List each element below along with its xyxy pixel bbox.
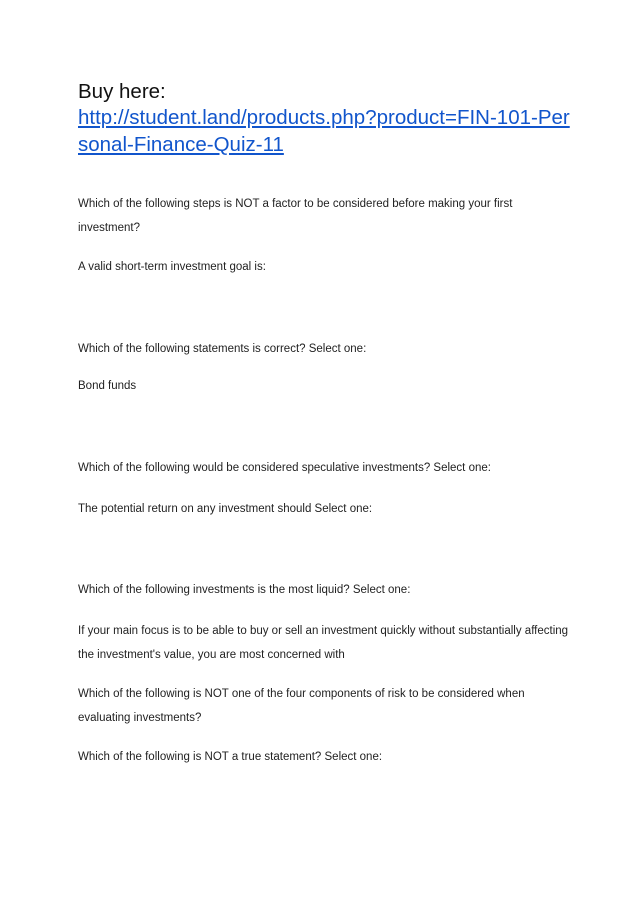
question-6: The potential return on any investment should Select one:	[78, 503, 373, 515]
question-8-line-2: the investment's value, you are most concerned with	[78, 649, 345, 661]
question-7: Which of the following investments is the most liquid? Select one:	[78, 584, 411, 596]
question-1-line-1: Which of the following steps is NOT a factor to be considered before making your first	[78, 198, 513, 210]
question-1-line-2: investment?	[78, 222, 141, 234]
question-4: Bond funds	[78, 380, 137, 392]
question-8-line-1: If your main focus is to be able to buy or sell an investment quickly without substantially affecting	[78, 625, 569, 637]
question-10: Which of the following is NOT a true statement? Select one:	[78, 751, 383, 763]
product-link[interactable]: http://student.land/products.php?product=FIN-101-Personal-Finance-Quiz-11	[78, 106, 570, 156]
buy-here-heading: Buy here:	[78, 80, 166, 103]
question-9-line-1: Which of the following is NOT one of the four components of risk to be considered when	[78, 688, 525, 700]
question-3: Which of the following statements is correct? Select one:	[78, 343, 367, 355]
question-2: A valid short-term investment goal is:	[78, 261, 266, 273]
question-5: Which of the following would be considered speculative investments? Select one:	[78, 462, 491, 474]
question-9-line-2: evaluating investments?	[78, 712, 202, 724]
